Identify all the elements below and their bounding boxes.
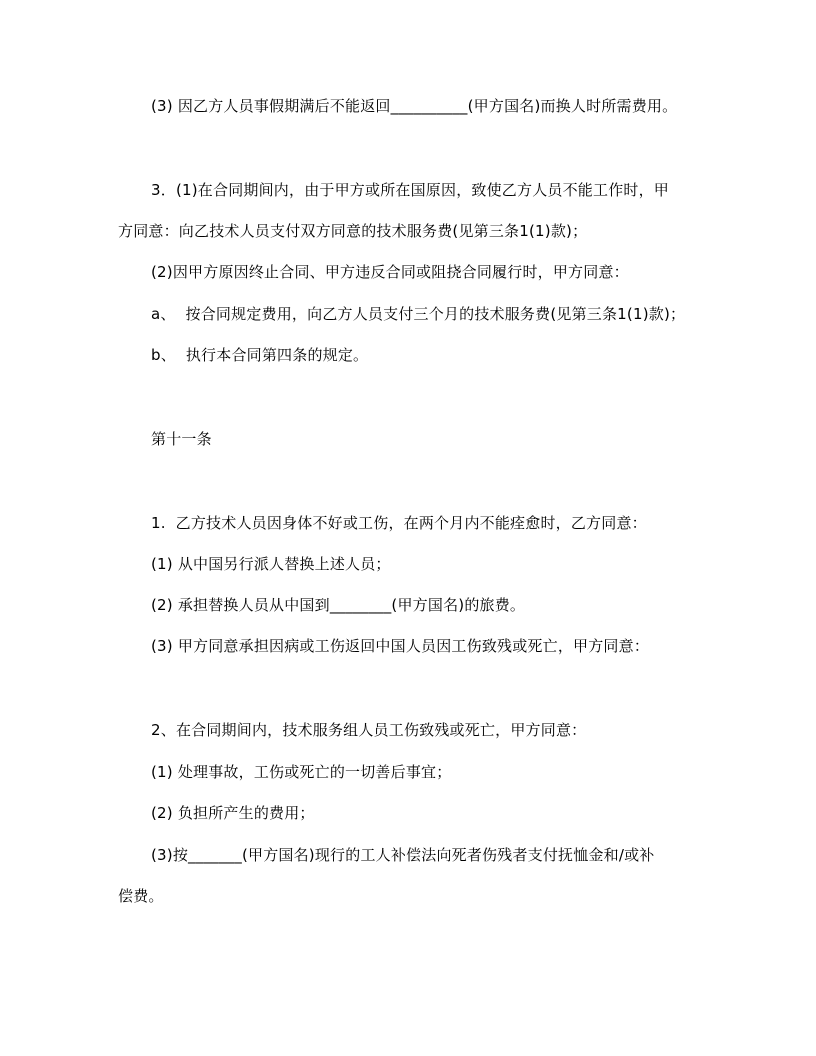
paragraph-line: 1. 乙方技术人员因身体不好或工伤，在两个月内不能痊愈时，乙方同意： [151, 514, 647, 532]
section-heading: 第十一条 [151, 430, 212, 448]
list-item: (1) 从中国另行派人替换上述人员； [151, 555, 391, 573]
list-item: a、 按合同规定费用，向乙方人员支付三个月的技术服务费(见第三条1(1)款)； [151, 305, 686, 323]
paragraph-line: 方同意：向乙技术人员支付双方同意的技术服务费(见第三条1(1)款)； [118, 222, 588, 240]
list-item: (2) 负担所产生的费用； [151, 804, 315, 822]
paragraph-line: (2)因甲方原因终止合同、甲方违反合同或阻挠合同履行时，甲方同意： [151, 263, 629, 281]
paragraph-line: 3．(1)在合同期间内，由于甲方或所在国原因，致使乙方人员不能工作时，甲 [151, 181, 669, 199]
list-item: (1) 处理事故，工伤或死亡的一切善后事宜； [151, 763, 452, 781]
list-item: (3)按_______(甲方国名)现行的工人补偿法向死者伤残者支付抚恤金和/或补 [151, 846, 655, 864]
list-item: b、 执行本合同第四条的规定。 [151, 346, 369, 364]
list-item: (3) 甲方同意承担因病或工伤返回中国人员因工伤致残或死亡，甲方同意： [151, 637, 650, 655]
paragraph-line: 2、在合同期间内，技术服务组人员工伤致残或死亡，甲方同意： [151, 721, 587, 739]
paragraph-line: 偿费。 [118, 887, 164, 905]
paragraph-line: (3) 因乙方人员事假期满后不能返回__________(甲方国名)而换人时所需费用。 [151, 97, 678, 115]
list-item: (2) 承担替换人员从中国到________(甲方国名)的旅费。 [151, 596, 526, 614]
